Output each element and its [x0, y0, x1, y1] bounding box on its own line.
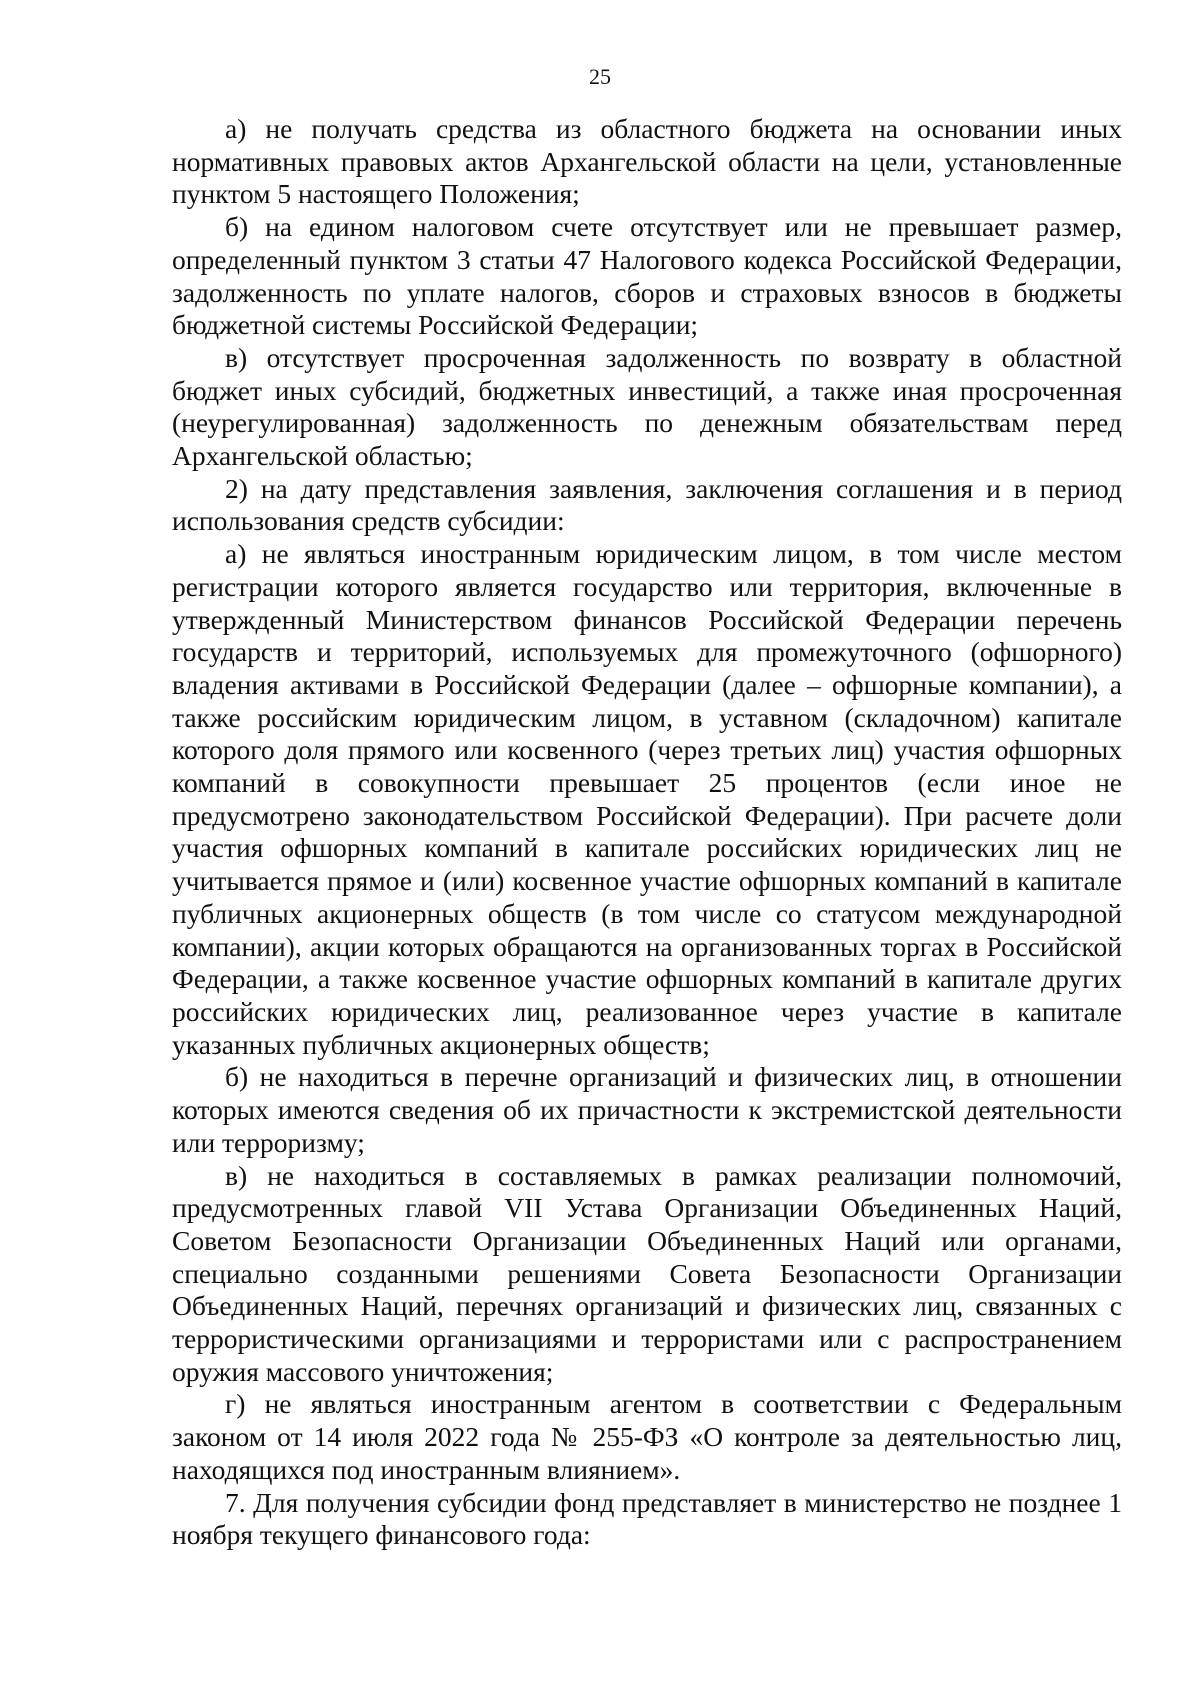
paragraph-g-foreign-agent: г) не являться иностранным агентом в соответствии с Федеральным законом от 14 июля 2022 года № 255-ФЗ «О контроле за деятельностью лиц, находящихся под иностранным влиянием».	[172, 1388, 1122, 1485]
document-body	[172, 113, 1122, 1552]
paragraph-v-un-lists: в) не находиться в составляемых в рамках реализации полномочий, предусмотренных главой VII Устава Организации Объединенных Наций, Советом Безопасности Организации Объединенных Наций или органами, специально созданными решениями Совета Безопасности Организации Объединенных Наций, перечнях организаций и физических лиц, связанных с террористическими организациями и террористами или с распространением оружия массового уничтожения;	[172, 1159, 1122, 1387]
paragraph-a-foreign-entity: а) не являться иностранным юридическим лицом, в том числе местом регистрации которого является государство или территория, включенные в утвержденный Министерством финансов Российской Федерации перечень государств и территорий, используемых для промежуточного (офшорного) владения активами в Российской Федерации (далее – офшорные компании), а также российским юридическим лицом, в уставном (складочном) капитале которого доля прямого или косвенного (через третьих лиц) участия офшорных компаний в совокупности превышает 25 процентов (если иное не предусмотрено законодательством Российской Федерации). При расчете доли участия офшорных компаний в капитале российских юридических лиц не учитывается прямое и (или) косвенное участие офшорных компаний в капитале публичных акционерных обществ (в том числе со статусом международной компании), акции которых обращаются на организованных торгах в Российской Федерации, а также косвенное участие офшорных компаний в капитале других российских юридических лиц, реализованное через участие в капитале указанных публичных акционерных обществ;	[172, 538, 1122, 1060]
paragraph-v-overdue-debt: в) отсутствует просроченная задолженность по возврату в областной бюджет иных субсидий, бюджетных инвестиций, а также иная просроченная (неурегулированная) задолженность по денежным обязательствам перед Архангельской областью;	[172, 341, 1122, 472]
paragraph-a-budget-funds: а) не получать средства из областного бюджета на основании иных нормативных правовых актов Архангельской области на цели, установленные пунктом 5 настоящего Положения;	[172, 113, 1122, 210]
paragraph-b-tax-account: б) на едином налоговом счете отсутствует или не превышает размер, определенный пунктом 3 статьи 47 Налогового кодекса Российской Федерации, задолженность по уплате налогов, сборов и страховых взносов в бюджеты бюджетной системы Российской Федерации;	[172, 211, 1122, 341]
paragraph-2-application-date: 2) на дату представления заявления, заключения соглашения и в период использования средств субсидии:	[172, 472, 1122, 537]
paragraph-7-subsidy-request: 7. Для получения субсидии фонд представляет в министерство не позднее 1 ноября текущего финансового года:	[172, 1486, 1122, 1551]
paragraph-b-extremism-list: б) не находиться в перечне организаций и физических лиц, в отношении которых имеются сведения об их причастности к экстремистской деятельности или терроризму;	[172, 1061, 1122, 1158]
page-number: 25	[589, 64, 611, 89]
